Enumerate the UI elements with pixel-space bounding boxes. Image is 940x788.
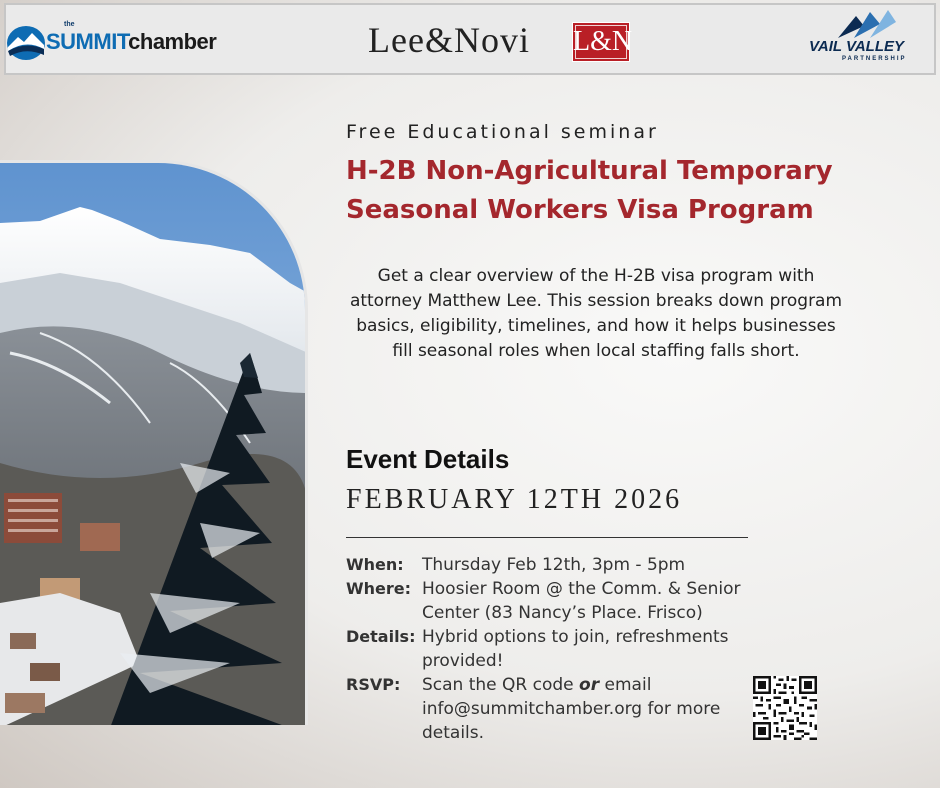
rsvp-text-or: or — [579, 675, 600, 695]
lee-novi-wordmark: Lee&Novi — [368, 20, 530, 60]
rsvp-text-pre: Scan the QR code — [422, 675, 580, 695]
rsvp-text-post: email info@summitchamber.org for more details. — [422, 675, 721, 743]
detail-row-where — [346, 577, 746, 625]
seminar-eyebrow: Free Educational seminar — [346, 121, 659, 143]
detail-label: Where: — [346, 579, 412, 598]
detail-row-rsvp — [346, 673, 746, 745]
event-details-list — [346, 553, 746, 745]
mountain-scene-illustration — [0, 163, 308, 725]
summit-wordmark — [46, 29, 216, 55]
event-details-heading: Event Details — [346, 444, 510, 474]
detail-value — [422, 673, 732, 745]
qr-code-icon[interactable] — [753, 676, 817, 740]
mountain-photo — [0, 160, 308, 725]
summit-mountain-icon — [6, 25, 46, 61]
detail-row-details — [346, 625, 746, 673]
title-line-1: H-2B Non-Agricultural Temporary — [346, 156, 833, 186]
title-line-2: Seasonal Workers Visa Program — [346, 195, 814, 225]
chamber-word: chamber — [128, 29, 217, 54]
vail-peaks-icon — [834, 10, 898, 38]
detail-label: When: — [346, 555, 404, 574]
seminar-title — [346, 152, 906, 230]
ln-badge-logo: L&N — [572, 22, 630, 62]
logo-header-bar — [4, 3, 936, 75]
seminar-intro: Get a clear overview of the H-2B visa program with attorney Matthew Lee. This session breaks down program basics, eligibility, timelines, and how it helps businesses fill seasonal roles when local staffing falls short. — [349, 266, 843, 361]
detail-row-when — [346, 553, 746, 577]
detail-label: RSVP: — [346, 675, 401, 694]
detail-value: Hoosier Room @ the Comm. & Senior Center (83 Nancy’s Place. Frisco) — [422, 579, 741, 623]
vail-valley-wordmark: VAIL VALLEY — [809, 38, 905, 55]
detail-value: Thursday Feb 12th, 3pm - 5pm — [422, 555, 686, 575]
detail-value: Hybrid options to join, refreshments provided! — [422, 627, 729, 671]
summit-chamber-logo — [6, 21, 217, 63]
divider — [346, 537, 748, 538]
vail-valley-logo — [806, 10, 924, 72]
event-date: FEBRUARY 12TH 2026 — [346, 484, 683, 515]
summit-the-text: the — [64, 21, 75, 28]
vail-partnership-text: PARTNERSHIP — [842, 56, 907, 62]
summit-word: SUMMIT — [46, 29, 129, 54]
detail-label: Details: — [346, 627, 416, 646]
